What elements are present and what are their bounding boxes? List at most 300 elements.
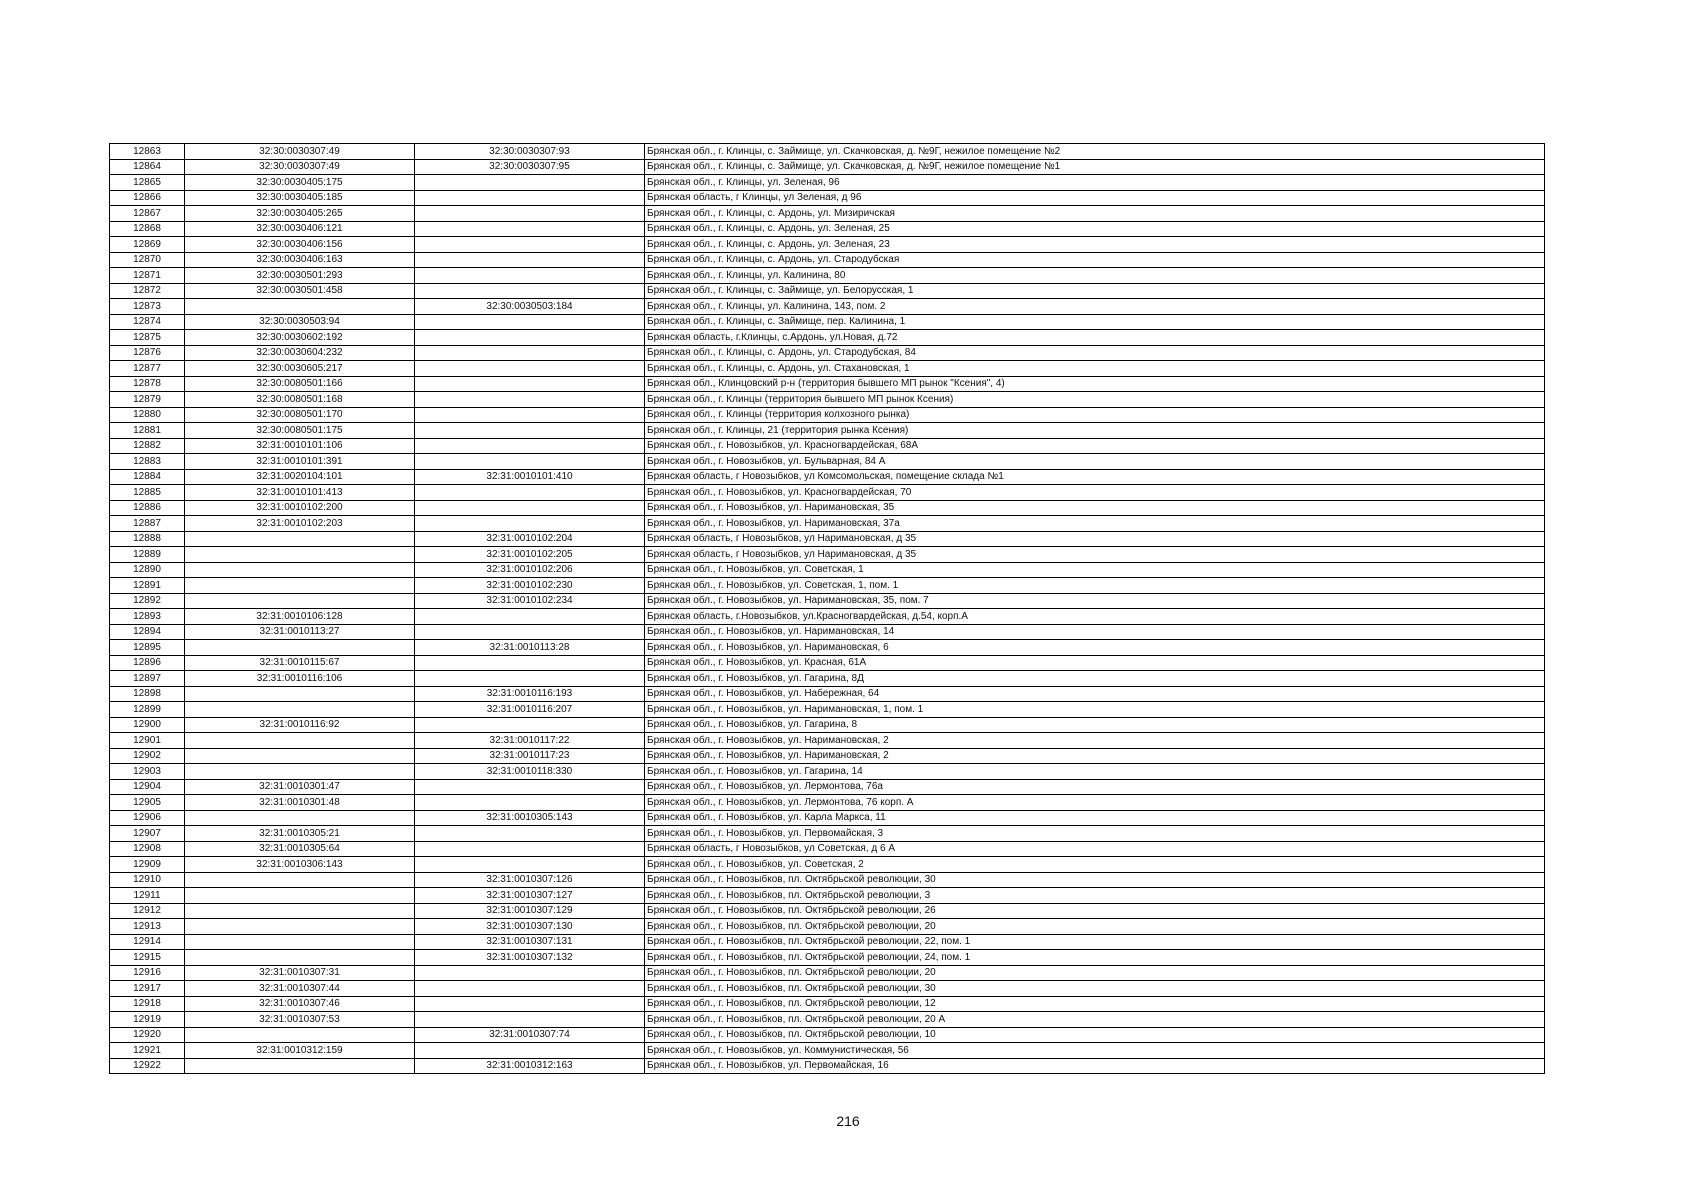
row-number-cell: 12884: [110, 469, 185, 485]
cadastral-number-building-cell: 32:30:0030503:94: [185, 314, 415, 330]
address-cell: Брянская обл., г. Клинцы, с. Займище, ул. Белорусская, 1: [645, 283, 1545, 299]
address-cell: Брянская обл., г. Новозыбков, ул. Наримановская, 2: [645, 733, 1545, 749]
address-cell: Брянская обл., г. Клинцы, ул. Зеленая, 96: [645, 175, 1545, 191]
table-row: [110, 655, 1545, 671]
row-number-cell: 12920: [110, 1027, 185, 1043]
table-row: [110, 671, 1545, 687]
row-number-cell: 12867: [110, 206, 185, 222]
row-number-cell: 12887: [110, 516, 185, 532]
address-cell: Брянская обл., г. Новозыбков, ул. Бульварная, 84 А: [645, 454, 1545, 470]
row-number-cell: 12873: [110, 299, 185, 315]
cadastral-number-premises-cell: 32:31:0010307:74: [415, 1027, 645, 1043]
row-number-cell: 12917: [110, 981, 185, 997]
cadastral-number-premises-cell: [415, 516, 645, 532]
cadastral-number-premises-cell: 32:31:0010307:132: [415, 950, 645, 966]
cadastral-number-building-cell: 32:30:0030604:232: [185, 345, 415, 361]
table-row: [110, 206, 1545, 222]
cadastral-number-building-cell: 32:30:0080501:175: [185, 423, 415, 439]
cadastral-number-building-cell: 32:30:0030307:49: [185, 144, 415, 160]
address-cell: Брянская область, г Новозыбков, ул Наримановская, д 35: [645, 531, 1545, 547]
cadastral-number-premises-cell: [415, 221, 645, 237]
address-cell: Брянская обл., г. Новозыбков, пл. Октябрьской революции, 3: [645, 888, 1545, 904]
row-number-cell: 12893: [110, 609, 185, 625]
address-cell: Брянская обл., г. Новозыбков, ул. Гагарина, 14: [645, 764, 1545, 780]
address-cell: Брянская обл., г. Новозыбков, ул. Красногвардейская, 70: [645, 485, 1545, 501]
cadastral-number-premises-cell: [415, 438, 645, 454]
cadastral-number-premises-cell: [415, 795, 645, 811]
table-row: [110, 361, 1545, 377]
cadastral-number-building-cell: [185, 919, 415, 935]
cadastral-number-premises-cell: 32:31:0010102:234: [415, 593, 645, 609]
cadastral-number-building-cell: 32:31:0010106:128: [185, 609, 415, 625]
table-row: [110, 500, 1545, 516]
cadastral-number-premises-cell: 32:31:0010117:22: [415, 733, 645, 749]
address-cell: Брянская обл., г. Новозыбков, пл. Октябрьской революции, 22, пом. 1: [645, 934, 1545, 950]
row-number-cell: 12892: [110, 593, 185, 609]
cadastral-number-premises-cell: 32:31:0010117:23: [415, 748, 645, 764]
table-row: [110, 965, 1545, 981]
cadastral-number-premises-cell: [415, 314, 645, 330]
cadastral-number-premises-cell: [415, 965, 645, 981]
table-row: [110, 221, 1545, 237]
row-number-cell: 12918: [110, 996, 185, 1012]
row-number-cell: 12876: [110, 345, 185, 361]
address-cell: Брянская обл., г. Новозыбков, ул. Наримановская, 37а: [645, 516, 1545, 532]
row-number-cell: 12899: [110, 702, 185, 718]
cadastral-number-premises-cell: [415, 190, 645, 206]
row-number-cell: 12916: [110, 965, 185, 981]
cadastral-number-building-cell: 32:31:0010101:106: [185, 438, 415, 454]
cadastral-number-building-cell: [185, 810, 415, 826]
row-number-cell: 12905: [110, 795, 185, 811]
table-row: [110, 733, 1545, 749]
table-row: [110, 531, 1545, 547]
table-row: [110, 252, 1545, 268]
table-row: [110, 283, 1545, 299]
address-cell: Брянская обл., г. Новозыбков, ул. Наримановская, 6: [645, 640, 1545, 656]
row-number-cell: 12907: [110, 826, 185, 842]
table-row: [110, 144, 1545, 160]
cadastral-number-building-cell: [185, 903, 415, 919]
address-cell: Брянская обл., г. Новозыбков, ул. Карла Маркса, 11: [645, 810, 1545, 826]
address-cell: Брянская обл., г. Новозыбков, ул. Наримановская, 35: [645, 500, 1545, 516]
row-number-cell: 12921: [110, 1043, 185, 1059]
address-cell: Брянская обл., г. Клинцы (территория колхозного рынка): [645, 407, 1545, 423]
cadastral-number-premises-cell: 32:31:0010102:204: [415, 531, 645, 547]
cadastral-number-building-cell: 32:31:0010307:44: [185, 981, 415, 997]
row-number-cell: 12877: [110, 361, 185, 377]
table-row: [110, 330, 1545, 346]
address-cell: Брянская обл., г. Клинцы, с. Займище, ул. Скачковская, д. №9Г, нежилое помещение №1: [645, 159, 1545, 175]
row-number-cell: 12868: [110, 221, 185, 237]
address-cell: Брянская область, г Новозыбков, ул Наримановская, д 35: [645, 547, 1545, 563]
cadastral-number-building-cell: 32:30:0030605:217: [185, 361, 415, 377]
address-cell: Брянская область, г Новозыбков, ул Советская, д 6 А: [645, 841, 1545, 857]
address-cell: Брянская обл., Клинцовский р-н (территория бывшего МП рынок "Ксения", 4): [645, 376, 1545, 392]
cadastral-number-premises-cell: [415, 376, 645, 392]
address-cell: Брянская область, г Клинцы, ул Зеленая, д 96: [645, 190, 1545, 206]
address-cell: Брянская обл., г. Новозыбков, ул. Советская, 1, пом. 1: [645, 578, 1545, 594]
address-cell: Брянская обл., г. Новозыбков, ул. Советская, 2: [645, 857, 1545, 873]
cadastral-number-premises-cell: [415, 1012, 645, 1028]
table-row: [110, 454, 1545, 470]
address-cell: Брянская обл., г. Клинцы, с. Ардонь, ул. Стахановская, 1: [645, 361, 1545, 377]
cadastral-number-building-cell: 32:30:0030406:121: [185, 221, 415, 237]
address-cell: Брянская обл., г. Новозыбков, пл. Октябрьской революции, 30: [645, 981, 1545, 997]
address-cell: Брянская обл., г. Клинцы, с. Займище, пер. Калинина, 1: [645, 314, 1545, 330]
address-cell: Брянская обл., г. Новозыбков, ул. Наримановская, 14: [645, 624, 1545, 640]
cadastral-number-building-cell: 32:30:0030405:185: [185, 190, 415, 206]
address-cell: Брянская обл., г. Новозыбков, ул. Наримановская, 1, пом. 1: [645, 702, 1545, 718]
cadastral-number-premises-cell: [415, 779, 645, 795]
cadastral-number-building-cell: [185, 934, 415, 950]
address-cell: Брянская обл., г. Новозыбков, ул. Гагарина, 8Д: [645, 671, 1545, 687]
row-number-cell: 12866: [110, 190, 185, 206]
cadastral-number-premises-cell: [415, 500, 645, 516]
table-row: [110, 516, 1545, 532]
cadastral-number-premises-cell: [415, 283, 645, 299]
cadastral-number-building-cell: 32:30:0030406:156: [185, 237, 415, 253]
page-number: 216: [836, 1113, 860, 1129]
cadastral-number-premises-cell: [415, 330, 645, 346]
cadastral-number-premises-cell: 32:30:0030503:184: [415, 299, 645, 315]
row-number-cell: 12912: [110, 903, 185, 919]
cadastral-number-premises-cell: [415, 252, 645, 268]
address-cell: Брянская обл., г. Новозыбков, ул. Советская, 1: [645, 562, 1545, 578]
cadastral-number-premises-cell: 32:31:0010305:143: [415, 810, 645, 826]
table-row: [110, 624, 1545, 640]
cadastral-number-premises-cell: [415, 609, 645, 625]
address-cell: Брянская обл., г. Клинцы, с. Займище, ул. Скачковская, д. №9Г, нежилое помещение №2: [645, 144, 1545, 160]
row-number-cell: 12871: [110, 268, 185, 284]
row-number-cell: 12881: [110, 423, 185, 439]
row-number-cell: 12902: [110, 748, 185, 764]
cadastral-number-building-cell: [185, 888, 415, 904]
row-number-cell: 12872: [110, 283, 185, 299]
row-number-cell: 12904: [110, 779, 185, 795]
cadastral-number-building-cell: 32:31:0010101:391: [185, 454, 415, 470]
address-cell: Брянская обл., г. Новозыбков, ул. Коммунистическая, 56: [645, 1043, 1545, 1059]
table-row: [110, 950, 1545, 966]
address-cell: Брянская обл., г. Новозыбков, пл. Октябрьской революции, 20 А: [645, 1012, 1545, 1028]
cadastral-number-premises-cell: 32:31:0010113:28: [415, 640, 645, 656]
table-row: [110, 919, 1545, 935]
cadastral-number-building-cell: 32:30:0030405:265: [185, 206, 415, 222]
cadastral-number-building-cell: 32:31:0010101:413: [185, 485, 415, 501]
cadastral-number-premises-cell: 32:31:0010118:330: [415, 764, 645, 780]
cadastral-number-premises-cell: 32:31:0010307:129: [415, 903, 645, 919]
table-row: [110, 1012, 1545, 1028]
table-row: [110, 190, 1545, 206]
table-row: [110, 748, 1545, 764]
table-row: [110, 376, 1545, 392]
table-row: [110, 841, 1545, 857]
registry-body: [110, 144, 1545, 1074]
address-cell: Брянская обл., г. Клинцы, с. Ардонь, ул. Стародубская, 84: [645, 345, 1545, 361]
cadastral-number-premises-cell: [415, 345, 645, 361]
cadastral-number-building-cell: [185, 531, 415, 547]
address-cell: Брянская обл., г. Новозыбков, пл. Октябрьской революции, 20: [645, 919, 1545, 935]
address-cell: Брянская обл., г. Клинцы, с. Ардонь, ул. Стародубская: [645, 252, 1545, 268]
cadastral-number-building-cell: [185, 1027, 415, 1043]
table-row: [110, 686, 1545, 702]
row-number-cell: 12908: [110, 841, 185, 857]
cadastral-number-building-cell: 32:31:0010307:46: [185, 996, 415, 1012]
row-number-cell: 12898: [110, 686, 185, 702]
row-number-cell: 12874: [110, 314, 185, 330]
table-row: [110, 1027, 1545, 1043]
cadastral-number-building-cell: 32:31:0010115:67: [185, 655, 415, 671]
cadastral-number-building-cell: 32:31:0010307:31: [185, 965, 415, 981]
table-row: [110, 702, 1545, 718]
table-row: [110, 237, 1545, 253]
cadastral-number-building-cell: [185, 950, 415, 966]
row-number-cell: 12883: [110, 454, 185, 470]
table-row: [110, 717, 1545, 733]
cadastral-number-premises-cell: [415, 237, 645, 253]
cadastral-number-building-cell: 32:30:0080501:170: [185, 407, 415, 423]
cadastral-number-building-cell: 32:30:0030406:163: [185, 252, 415, 268]
address-cell: Брянская обл., г. Новозыбков, ул. Красногвардейская, 68А: [645, 438, 1545, 454]
address-cell: Брянская область, г.Клинцы, с.Ардонь, ул.Новая, д.72: [645, 330, 1545, 346]
cadastral-number-premises-cell: [415, 407, 645, 423]
table-row: [110, 1043, 1545, 1059]
table-row: [110, 1058, 1545, 1074]
cadastral-number-building-cell: 32:31:0010116:106: [185, 671, 415, 687]
row-number-cell: 12915: [110, 950, 185, 966]
address-cell: Брянская обл., г. Новозыбков, ул. Лермонтова, 76 корп. А: [645, 795, 1545, 811]
cadastral-number-premises-cell: [415, 857, 645, 873]
address-cell: Брянская обл., г. Клинцы, 21 (территория рынка Ксения): [645, 423, 1545, 439]
row-number-cell: 12865: [110, 175, 185, 191]
row-number-cell: 12882: [110, 438, 185, 454]
row-number-cell: 12891: [110, 578, 185, 594]
address-cell: Брянская обл., г. Клинцы, ул. Калинина, 143, пом. 2: [645, 299, 1545, 315]
table-row: [110, 981, 1545, 997]
table-row: [110, 934, 1545, 950]
cadastral-number-building-cell: 32:31:0010116:92: [185, 717, 415, 733]
row-number-cell: 12875: [110, 330, 185, 346]
table-row: [110, 640, 1545, 656]
cadastral-number-building-cell: 32:31:0010312:159: [185, 1043, 415, 1059]
table-row: [110, 857, 1545, 873]
table-row: [110, 810, 1545, 826]
row-number-cell: 12888: [110, 531, 185, 547]
row-number-cell: 12880: [110, 407, 185, 423]
cadastral-number-building-cell: 32:31:0010102:203: [185, 516, 415, 532]
row-number-cell: 12870: [110, 252, 185, 268]
cadastral-number-premises-cell: [415, 841, 645, 857]
cadastral-number-premises-cell: 32:31:0010307:131: [415, 934, 645, 950]
cadastral-number-building-cell: 32:31:0010305:21: [185, 826, 415, 842]
cadastral-number-premises-cell: [415, 1043, 645, 1059]
cadastral-number-building-cell: [185, 299, 415, 315]
table-row: [110, 872, 1545, 888]
address-cell: Брянская обл., г. Клинцы, с. Ардонь, ул. Зеленая, 23: [645, 237, 1545, 253]
cadastral-number-premises-cell: 32:30:0030307:95: [415, 159, 645, 175]
cadastral-number-building-cell: [185, 593, 415, 609]
row-number-cell: 12913: [110, 919, 185, 935]
cadastral-number-building-cell: 32:31:0010305:64: [185, 841, 415, 857]
row-number-cell: 12864: [110, 159, 185, 175]
cadastral-number-premises-cell: 32:31:0010116:193: [415, 686, 645, 702]
row-number-cell: 12889: [110, 547, 185, 563]
address-cell: Брянская обл., г. Клинцы, с. Ардонь, ул. Мизиричская: [645, 206, 1545, 222]
address-cell: Брянская обл., г. Новозыбков, ул. Лермонтова, 76а: [645, 779, 1545, 795]
address-cell: Брянская обл., г. Новозыбков, ул. Первомайская, 16: [645, 1058, 1545, 1074]
cadastral-number-building-cell: [185, 562, 415, 578]
row-number-cell: 12897: [110, 671, 185, 687]
address-cell: Брянская обл., г. Клинцы, ул. Калинина, 80: [645, 268, 1545, 284]
cadastral-number-premises-cell: 32:31:0010307:127: [415, 888, 645, 904]
address-cell: Брянская обл., г. Новозыбков, пл. Октябрьской революции, 26: [645, 903, 1545, 919]
cadastral-number-building-cell: [185, 733, 415, 749]
cadastral-number-premises-cell: [415, 175, 645, 191]
address-cell: Брянская обл., г. Клинцы, с. Ардонь, ул. Зеленая, 25: [645, 221, 1545, 237]
table-row: [110, 438, 1545, 454]
cadastral-number-building-cell: 32:31:0010307:53: [185, 1012, 415, 1028]
table-row: [110, 903, 1545, 919]
cadastral-number-building-cell: [185, 1058, 415, 1074]
row-number-cell: 12900: [110, 717, 185, 733]
row-number-cell: 12894: [110, 624, 185, 640]
table-row: [110, 159, 1545, 175]
cadastral-number-premises-cell: 32:31:0010102:206: [415, 562, 645, 578]
table-row: [110, 175, 1545, 191]
row-number-cell: 12890: [110, 562, 185, 578]
cadastral-number-building-cell: 32:30:0030501:458: [185, 283, 415, 299]
table-row: [110, 779, 1545, 795]
cadastral-number-premises-cell: 32:30:0030307:93: [415, 144, 645, 160]
cadastral-number-premises-cell: 32:31:0010116:207: [415, 702, 645, 718]
row-number-cell: 12886: [110, 500, 185, 516]
row-number-cell: 12914: [110, 934, 185, 950]
address-cell: Брянская обл., г. Новозыбков, пл. Октябрьской революции, 24, пом. 1: [645, 950, 1545, 966]
cadastral-number-premises-cell: [415, 655, 645, 671]
table-row: [110, 609, 1545, 625]
address-cell: Брянская обл., г. Клинцы (территория бывшего МП рынок Ксения): [645, 392, 1545, 408]
table-row: [110, 392, 1545, 408]
cadastral-number-premises-cell: 32:31:0010312:163: [415, 1058, 645, 1074]
cadastral-number-building-cell: [185, 686, 415, 702]
address-cell: Брянская область, г.Новозыбков, ул.Красногвардейская, д.54, корп.А: [645, 609, 1545, 625]
address-cell: Брянская обл., г. Новозыбков, ул. Гагарина, 8: [645, 717, 1545, 733]
row-number-cell: 12922: [110, 1058, 185, 1074]
address-cell: Брянская обл., г. Новозыбков, ул. Наримановская, 35, пом. 7: [645, 593, 1545, 609]
cadastral-number-premises-cell: [415, 671, 645, 687]
address-cell: Брянская обл., г. Новозыбков, ул. Наримановская, 2: [645, 748, 1545, 764]
cadastral-number-premises-cell: [415, 392, 645, 408]
cadastral-number-building-cell: 32:30:0080501:168: [185, 392, 415, 408]
cadastral-number-building-cell: 32:30:0030602:192: [185, 330, 415, 346]
cadastral-number-building-cell: [185, 547, 415, 563]
table-row: [110, 764, 1545, 780]
property-registry-table: [109, 143, 1545, 1074]
cadastral-number-building-cell: 32:30:0030307:49: [185, 159, 415, 175]
row-number-cell: 12901: [110, 733, 185, 749]
cadastral-number-premises-cell: [415, 485, 645, 501]
row-number-cell: 12863: [110, 144, 185, 160]
table-row: [110, 314, 1545, 330]
cadastral-number-building-cell: 32:31:0020104:101: [185, 469, 415, 485]
row-number-cell: 12879: [110, 392, 185, 408]
cadastral-number-building-cell: [185, 640, 415, 656]
cadastral-number-building-cell: 32:31:0010113:27: [185, 624, 415, 640]
cadastral-number-premises-cell: [415, 268, 645, 284]
address-cell: Брянская область, г Новозыбков, ул Комсомольская, помещение склада №1: [645, 469, 1545, 485]
address-cell: Брянская обл., г. Новозыбков, пл. Октябрьской революции, 20: [645, 965, 1545, 981]
cadastral-number-premises-cell: [415, 826, 645, 842]
address-cell: Брянская обл., г. Новозыбков, ул. Красная, 61А: [645, 655, 1545, 671]
table-row: [110, 578, 1545, 594]
table-row: [110, 795, 1545, 811]
cadastral-number-building-cell: 32:31:0010301:48: [185, 795, 415, 811]
cadastral-number-building-cell: 32:30:0080501:166: [185, 376, 415, 392]
cadastral-number-building-cell: 32:31:0010306:143: [185, 857, 415, 873]
cadastral-number-premises-cell: [415, 981, 645, 997]
row-number-cell: 12910: [110, 872, 185, 888]
row-number-cell: 12903: [110, 764, 185, 780]
table-row: [110, 547, 1545, 563]
cadastral-number-building-cell: [185, 578, 415, 594]
row-number-cell: 12885: [110, 485, 185, 501]
table-row: [110, 888, 1545, 904]
cadastral-number-premises-cell: [415, 206, 645, 222]
table-row: [110, 485, 1545, 501]
cadastral-number-premises-cell: 32:31:0010307:126: [415, 872, 645, 888]
cadastral-number-building-cell: 32:31:0010102:200: [185, 500, 415, 516]
cadastral-number-building-cell: [185, 748, 415, 764]
cadastral-number-building-cell: 32:30:0030501:293: [185, 268, 415, 284]
cadastral-number-building-cell: [185, 702, 415, 718]
address-cell: Брянская обл., г. Новозыбков, пл. Октябрьской революции, 30: [645, 872, 1545, 888]
row-number-cell: 12878: [110, 376, 185, 392]
table-row: [110, 407, 1545, 423]
table-row: [110, 826, 1545, 842]
row-number-cell: 12896: [110, 655, 185, 671]
cadastral-number-building-cell: 32:31:0010301:47: [185, 779, 415, 795]
address-cell: Брянская обл., г. Новозыбков, ул. Первомайская, 3: [645, 826, 1545, 842]
cadastral-number-premises-cell: [415, 361, 645, 377]
table-row: [110, 423, 1545, 439]
cadastral-number-premises-cell: 32:31:0010307:130: [415, 919, 645, 935]
cadastral-number-premises-cell: 32:31:0010102:205: [415, 547, 645, 563]
cadastral-number-premises-cell: 32:31:0010101:410: [415, 469, 645, 485]
table-row: [110, 593, 1545, 609]
table-row: [110, 996, 1545, 1012]
table-row: [110, 562, 1545, 578]
table-row: [110, 299, 1545, 315]
table-row: [110, 345, 1545, 361]
cadastral-number-premises-cell: 32:31:0010102:230: [415, 578, 645, 594]
row-number-cell: 12911: [110, 888, 185, 904]
address-cell: Брянская обл., г. Новозыбков, пл. Октябрьской революции, 10: [645, 1027, 1545, 1043]
cadastral-number-premises-cell: [415, 624, 645, 640]
cadastral-number-premises-cell: [415, 717, 645, 733]
cadastral-number-premises-cell: [415, 454, 645, 470]
row-number-cell: 12895: [110, 640, 185, 656]
row-number-cell: 12919: [110, 1012, 185, 1028]
cadastral-number-premises-cell: [415, 996, 645, 1012]
table-row: [110, 469, 1545, 485]
address-cell: Брянская обл., г. Новозыбков, ул. Набережная, 64: [645, 686, 1545, 702]
table-row: [110, 268, 1545, 284]
cadastral-number-building-cell: [185, 872, 415, 888]
cadastral-number-premises-cell: [415, 423, 645, 439]
address-cell: Брянская обл., г. Новозыбков, пл. Октябрьской революции, 12: [645, 996, 1545, 1012]
row-number-cell: 12909: [110, 857, 185, 873]
row-number-cell: 12906: [110, 810, 185, 826]
